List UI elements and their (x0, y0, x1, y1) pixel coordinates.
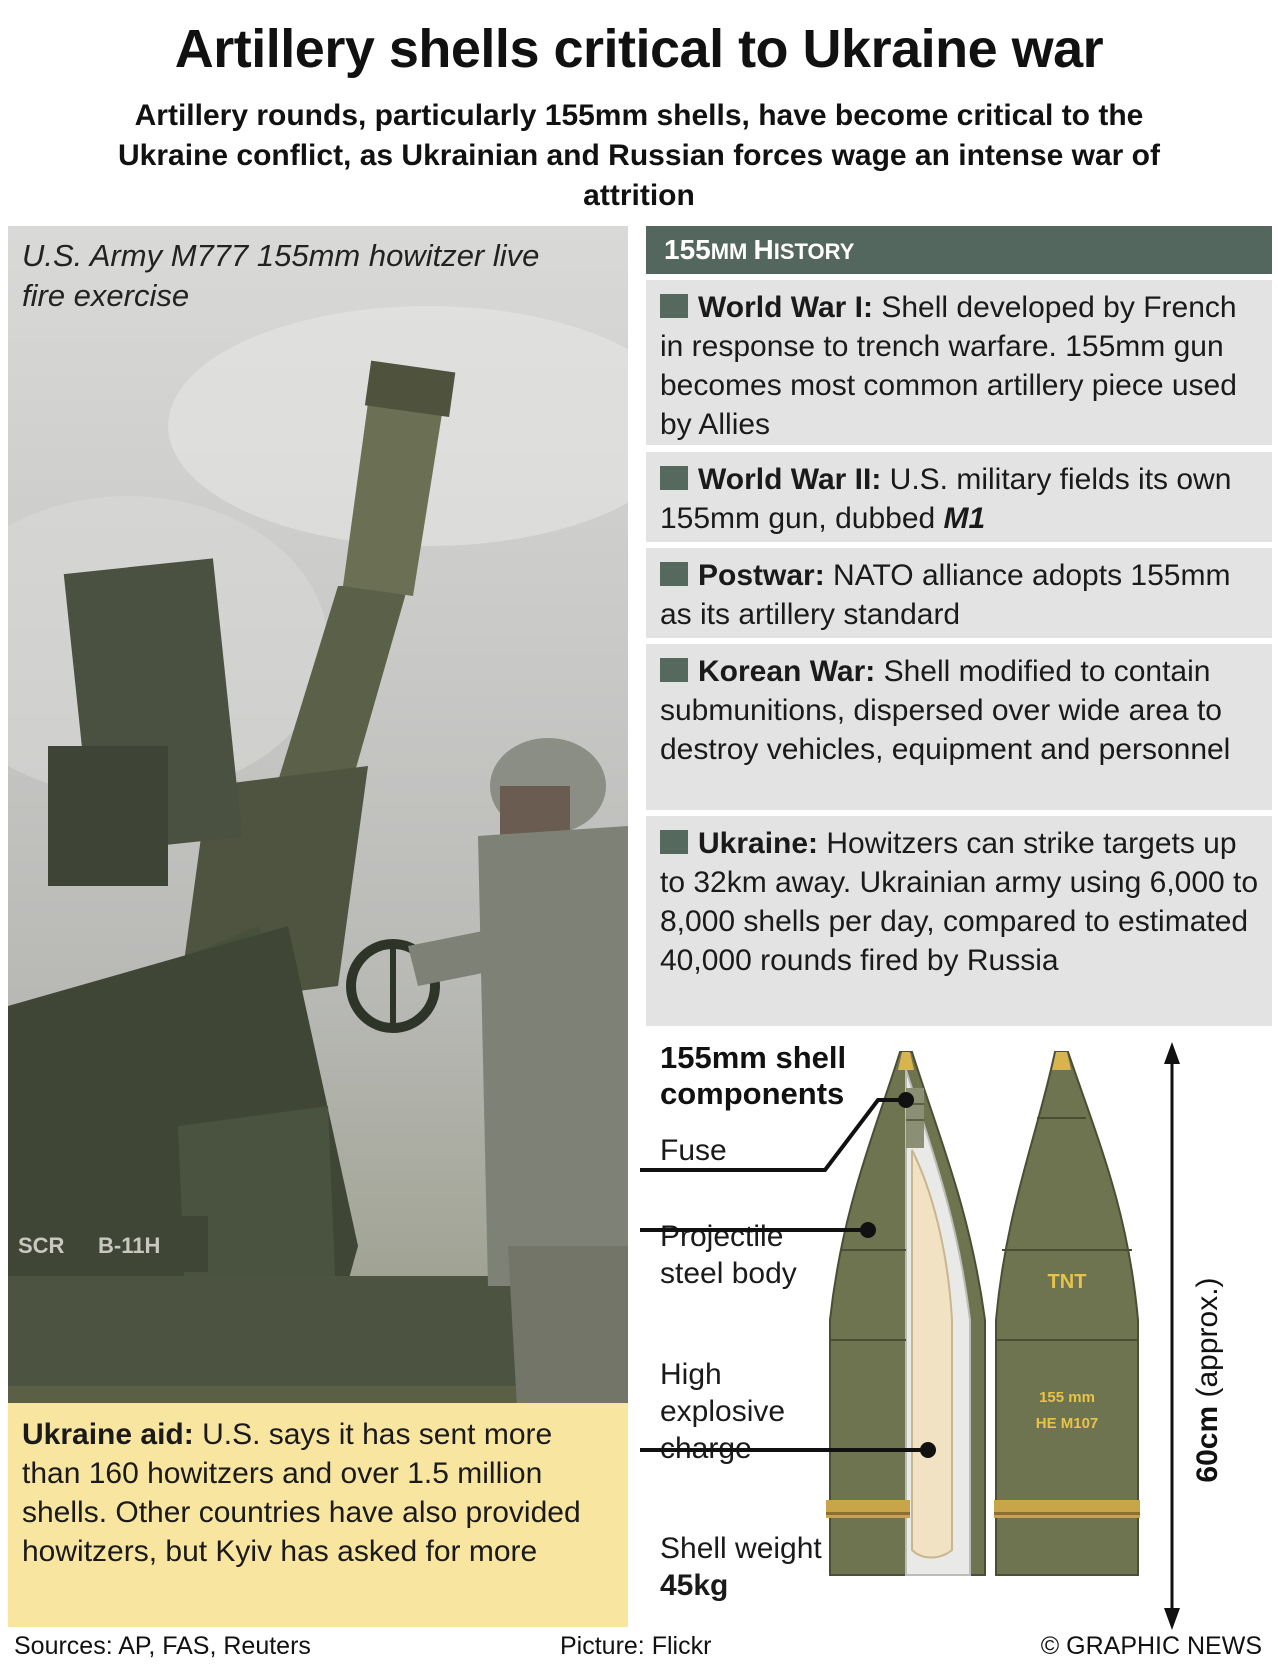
history-item-emph: M1 (943, 502, 986, 535)
label-fuse: Fuse (660, 1134, 727, 1167)
bullet-square-icon (660, 466, 688, 490)
aid-label: Ukraine aid: (22, 1418, 194, 1451)
history-item-text: Shell developed by French in response to trench warfare. 155mm gun becomes most common artillery piece used by Allies (660, 291, 1237, 441)
length-note: (approx.) (1191, 1277, 1224, 1406)
footer (0, 1630, 1278, 1666)
copyright-credit: © GRAPHIC NEWS (1040, 1632, 1262, 1660)
aid-text: U.S. says it has sent more than 160 howitzers and over 1.5 million shells. Other countries have also provided howitzers, but Kyiv has asked for more (22, 1418, 581, 1568)
history-header (646, 226, 1272, 274)
shell-diagram (640, 1040, 1240, 1630)
label-line: High (660, 1358, 722, 1391)
shell-marking-model: HE M107 (1035, 1415, 1099, 1432)
bullet-square-icon (660, 294, 688, 318)
history-item-postwar (646, 548, 1272, 638)
shell-cutaway (640, 1052, 985, 1575)
label-line: charge (660, 1432, 752, 1465)
plate-marking-scr: SCR (18, 1233, 65, 1258)
shell-marking-tnt: TNT (1047, 1271, 1087, 1293)
length-label (1191, 1277, 1248, 1483)
length-dimension-arrow (1164, 1042, 1180, 1630)
history-item-label: World War II: (698, 463, 882, 496)
plate-marking-b11h: B-11H (98, 1233, 161, 1258)
page-title: Artillery shells critical to Ukraine war (174, 19, 1104, 79)
label-line: explosive (660, 1395, 786, 1428)
shell-title-line: 155mm shell (660, 1040, 847, 1075)
history-header-part: ISTORY (773, 239, 855, 264)
history-item-label: Postwar: (698, 559, 825, 592)
shell-title-line: components (660, 1076, 845, 1111)
bullet-square-icon (660, 562, 688, 586)
label-line: Shell weight (660, 1532, 822, 1565)
history-item-text: U.S. military fields its own 155mm gun, dubbed (660, 463, 1232, 535)
history-item-ww1 (646, 280, 1272, 445)
history-header-part: 155 (664, 234, 711, 265)
picture-credit: Picture: Flickr (560, 1632, 712, 1660)
history-item-text: Shell modified to contain submunitions, dispersed over wide area to destroy vehicles, equipment and personnel (660, 655, 1231, 766)
history-item-text: Howitzers can strike targets up to 32km away. Ukrainian army using 6,000 to 8,000 shells per day, compared to estimated 40,000 rounds fired by Russia (660, 827, 1259, 977)
length-value: 60cm (1191, 1405, 1224, 1483)
bullet-square-icon (660, 658, 688, 682)
history-header-part: H (753, 234, 774, 265)
photo-caption: U.S. Army M777 155mm howitzer live fire exercise (22, 238, 540, 313)
shell-weight-value: 45kg (660, 1569, 729, 1602)
sources-credit: Sources: AP, FAS, Reuters (14, 1632, 311, 1660)
shell-exterior (994, 1052, 1140, 1575)
history-item-text: NATO alliance adopts 155mm as its artillery standard (660, 559, 1231, 631)
label-line: steel body (660, 1257, 797, 1290)
page-subtitle: Artillery rounds, particularly 155mm shells, have become critical to the Ukraine conflict, as Ukrainian and Russian forces wage an intense war of attrition (118, 99, 1160, 212)
history-item-ukraine (646, 816, 1272, 1026)
history-item-ww2 (646, 452, 1272, 542)
label-line: Projectile (660, 1220, 784, 1253)
ukraine-aid-box (8, 1403, 628, 1627)
history-item-label: Korean War: (698, 655, 876, 688)
history-item-label: Ukraine: (698, 827, 819, 860)
bullet-square-icon (660, 830, 688, 854)
shell-marking-caliber: 155 mm (1039, 1389, 1095, 1406)
history-item-korean-war (646, 644, 1272, 810)
history-item-label: World War I: (698, 291, 873, 324)
history-header-part: MM (710, 239, 754, 264)
